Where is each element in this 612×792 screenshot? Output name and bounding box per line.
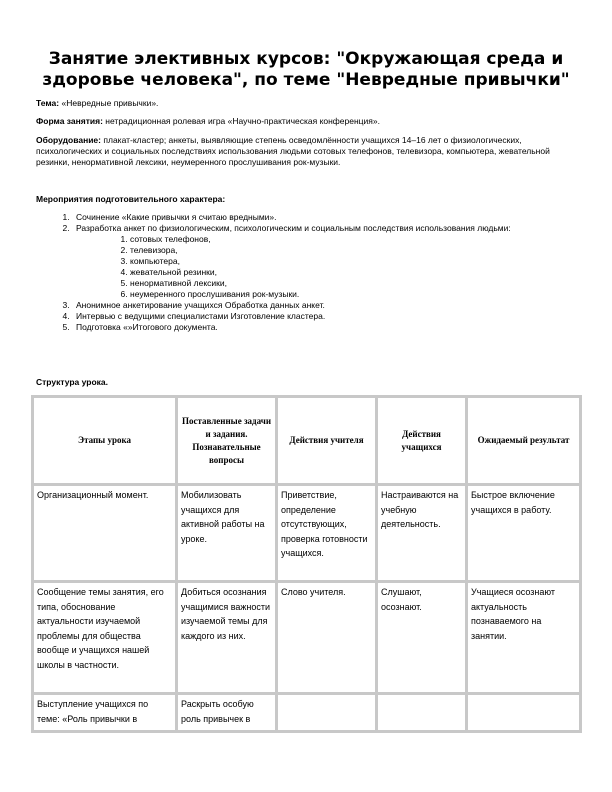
prep-subitem: 4. жевательной резинки,	[130, 267, 602, 278]
header-cell: Этапы урока	[33, 397, 177, 485]
prep-subitem: 5. ненормативной лексики,	[130, 278, 602, 289]
prep-subitem: 6. неумеренного прослушивания рок-музыки.	[130, 289, 602, 300]
topic-line	[36, 98, 566, 109]
prep-subitem: 3. компьютера,	[130, 256, 602, 267]
header-cell: Действия учащихся	[377, 397, 467, 485]
prep-item: 3. Анонимное анкетирование учащихся Обработка данных анкет.	[72, 300, 602, 311]
equipment-label: Оборудование:	[36, 135, 101, 145]
structure-heading: Структура урока.	[36, 377, 108, 387]
prep-item: 2. Разработка анкет по физиологическим, психологическим и социальным последствия использования людьми: 1. сотовых телефонов, 2. телевизора, 3. компьютера, 4. жевательной резинки, 5. ненормативной лексики, 6. неумеренного прослушивания рок-музыки.	[72, 223, 602, 300]
table-cell: Мобилизовать учащихся для активной работы на уроке.	[177, 485, 277, 582]
table-cell: Сообщение темы занятия, его типа, обоснование актуальности изучаемой проблемы для общества вообще и учащихся нашей школы в частности.	[33, 582, 177, 694]
topic-value: «Невредные привычки».	[61, 98, 159, 108]
prep-item: 4. Интервью с ведущими специалистами Изготовление кластера.	[72, 311, 602, 322]
table-cell: Раскрыть особую роль привычек в	[177, 694, 277, 732]
header-cell: Ожидаемый результат	[467, 397, 581, 485]
prep-subitem: 1. сотовых телефонов,	[130, 234, 602, 245]
equipment-paragraph	[36, 135, 566, 168]
table-cell: Настраиваются на учебную деятельность.	[377, 485, 467, 582]
equipment-value: плакат-кластер; анкеты, выявляющие степень осведомлённости учащихся 14–16 лет о физиологических, психологических и социальных последствиях использования людьми сотовых телефонов, телевизора, компьютера, жевательной резинки, ненормативной лексики, неумеренного прослушивания рок-музыки.	[36, 135, 550, 167]
table-cell: Организационный момент.	[33, 485, 177, 582]
table-cell	[377, 694, 467, 732]
prep-subitem: 2. телевизора,	[130, 245, 602, 256]
table-row	[33, 582, 581, 694]
table-cell: Выступление учащихся по теме: «Роль привычки в	[33, 694, 177, 732]
prep-heading: Мероприятия подготовительного характера:	[36, 194, 226, 204]
form-value: нетрадиционная ролевая игра «Научно-практическая конференция».	[105, 116, 380, 126]
table-cell: Слово учителя.	[277, 582, 377, 694]
table-cell: Быстрое включение учащихся в работу.	[467, 485, 581, 582]
table-cell	[467, 694, 581, 732]
prep-sublist	[76, 234, 602, 300]
table-cell: Слушают, осознают.	[377, 582, 467, 694]
prep-list	[36, 212, 602, 333]
lesson-structure-table	[31, 395, 582, 733]
table-cell	[277, 694, 377, 732]
header-cell: Поставленные задачи и задания. Познавательные вопросы	[177, 397, 277, 485]
table-row	[33, 694, 581, 732]
table-cell: Приветствие, определение отсутствующих, проверка готовности учащихся.	[277, 485, 377, 582]
document-title: Занятие элективных курсов: "Окружающая среда и здоровье человека", по теме "Невредные привычки"	[42, 49, 570, 90]
table-header-row	[33, 397, 581, 485]
header-cell: Действия учителя	[277, 397, 377, 485]
table-cell: Учащиеся осознают актуальность познаваемого на занятии.	[467, 582, 581, 694]
form-label: Форма занятия:	[36, 116, 103, 126]
prep-item: 1. Сочинение «Какие привычки я считаю вредными».	[72, 212, 602, 223]
form-line	[36, 116, 566, 127]
prep-item: 5. Подготовка «»Итогового документа.	[72, 322, 602, 333]
table-row	[33, 485, 581, 582]
topic-label: Тема:	[36, 98, 60, 108]
table-cell: Добиться осознания учащимися важности изучаемой темы для каждого из них.	[177, 582, 277, 694]
